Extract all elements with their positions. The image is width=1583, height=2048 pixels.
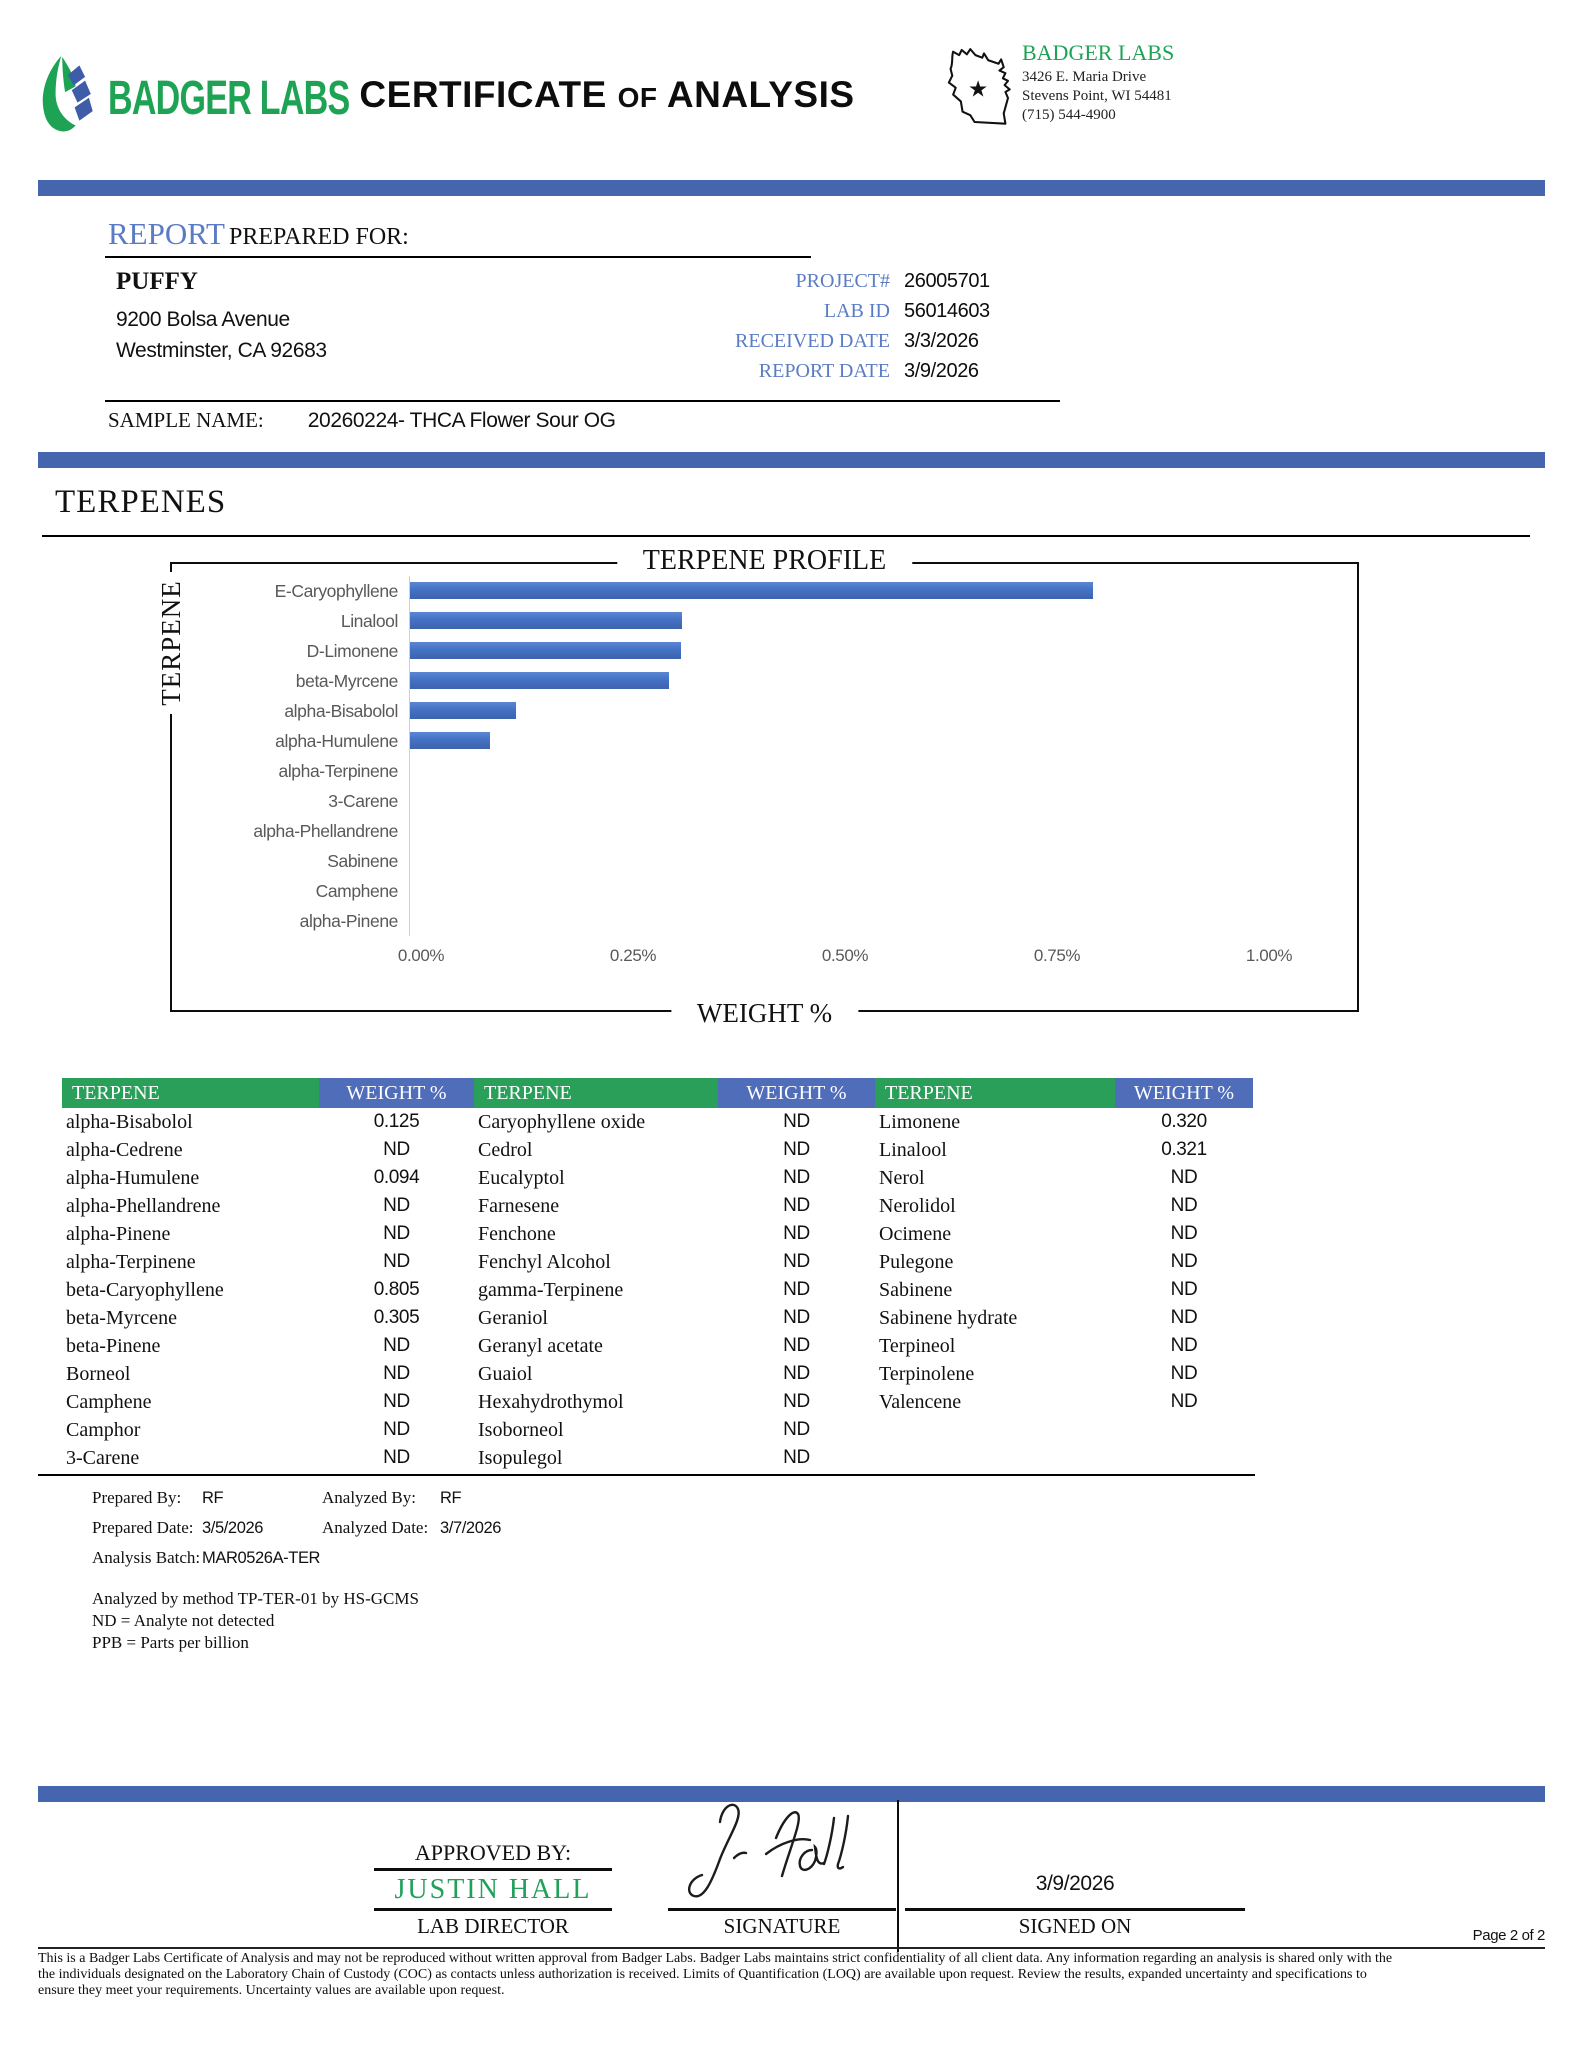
dates-row <box>92 1518 792 1548</box>
table-cell-terpene: Ocimene <box>879 1223 952 1245</box>
nd-note: ND = Analyte not detected <box>92 1611 275 1630</box>
table-header-cell: TERPENE <box>474 1078 718 1108</box>
table-cell-weight: 0.321 <box>1161 1139 1207 1160</box>
table-row <box>62 1164 1253 1192</box>
table-row <box>62 1388 1253 1416</box>
table-cell-terpene: beta-Pinene <box>66 1335 161 1357</box>
lab-address-block <box>942 40 1174 137</box>
table-row <box>62 1108 1253 1136</box>
table-cell-weight: ND <box>783 1447 810 1468</box>
chart-y-axis-label: TERPENE <box>156 572 186 714</box>
client-block <box>116 268 327 366</box>
chart-row <box>172 576 1357 606</box>
chart-row <box>172 666 1357 696</box>
table-cell-weight: 0.305 <box>373 1307 420 1328</box>
table-cell-weight: ND <box>1170 1195 1198 1216</box>
chart-bar <box>410 642 681 659</box>
terpene-results-table <box>62 1078 1253 1472</box>
table-cell-weight: ND <box>1170 1307 1198 1328</box>
signature-label: SIGNATURE <box>723 1914 841 1938</box>
table-cell-weight: 0.125 <box>373 1111 420 1132</box>
table-header-cell: TERPENE <box>875 1078 1115 1108</box>
leaf-logo-icon <box>36 54 98 139</box>
report-meta-value: 3/3/2026 <box>904 330 979 352</box>
chart-bar-track <box>409 756 1290 786</box>
table-cell-terpene: gamma-Terpinene <box>478 1279 624 1301</box>
chart-bar-track <box>409 576 1290 606</box>
analyzed-date-label: Analyzed Date: <box>322 1518 429 1537</box>
table-row <box>62 1360 1253 1388</box>
table-cell-terpene <box>875 1416 1115 1444</box>
chart-category-label: alpha-Humulene <box>275 730 398 751</box>
table-cell-weight: ND <box>1170 1335 1198 1356</box>
prepared-by-row <box>92 1488 792 1518</box>
chart-category-label: Sabinene <box>327 850 398 871</box>
title-part-analysis: ANALYSIS <box>666 74 855 115</box>
table-cell-weight: ND <box>783 1307 810 1328</box>
table-cell-terpene: Borneol <box>66 1363 131 1385</box>
chart-category-label: alpha-Bisabolol <box>284 700 398 721</box>
report-heading <box>108 216 409 252</box>
table-cell-terpene: beta-Myrcene <box>66 1307 178 1329</box>
table-cell-terpene: Camphor <box>66 1419 141 1441</box>
analysis-batch-value: MAR0526A-TER <box>202 1549 321 1567</box>
report-meta-block <box>600 270 1020 390</box>
table-cell-terpene: alpha-Cedrene <box>66 1139 183 1161</box>
table-header-cell: WEIGHT % <box>1115 1078 1253 1108</box>
chart-category-label: D-Limonene <box>306 640 398 661</box>
page-title <box>352 74 862 116</box>
approver-name: JUSTIN HALL <box>394 1874 592 1905</box>
page-number: Page 2 of 2 <box>1472 1927 1545 1944</box>
report-underline <box>105 256 811 258</box>
chart-category-label: 3-Carene <box>328 790 398 811</box>
report-meta-value: 56014603 <box>904 300 990 322</box>
signed-on-label: SIGNED ON <box>1018 1914 1132 1938</box>
table-cell-terpene: Geranyl acetate <box>478 1335 603 1357</box>
table-cell-weight: ND <box>783 1251 810 1272</box>
table-cell-weight: ND <box>1170 1251 1198 1272</box>
chart-plot-area <box>172 576 1357 936</box>
chart-row <box>172 696 1357 726</box>
divider-bar-top <box>38 180 1545 196</box>
report-meta-value: 26005701 <box>904 270 990 292</box>
table-cell-terpene: Sabinene <box>879 1279 953 1301</box>
chart-row <box>172 786 1357 816</box>
chart-x-tick: 0.25% <box>609 946 657 965</box>
table-cell-weight: ND <box>783 1111 810 1132</box>
chart-bar <box>410 702 516 719</box>
table-cell-terpene: alpha-Pinene <box>66 1223 171 1245</box>
client-address-line1: 9200 Bolsa Avenue <box>116 308 290 331</box>
ppb-note: PPB = Parts per billion <box>92 1633 249 1652</box>
chart-x-tick: 0.75% <box>1033 946 1081 965</box>
disclaimer-line1: This is a Badger Labs Certificate of Analysis and may not be reproduced without written approval from Badger Labs. Badger Labs maintains strict confidentiality of all client data. Any information regarding an analysis is shared only with the <box>38 1951 1393 1966</box>
disclaimer-line2: the individuals designated on the Laboratory Chain of Custody (COC) as contacts unless authorization is received. Limits of Quantification (LOQ) are available upon request. Review the results, expanded uncertainty and specifications to <box>38 1967 1367 1982</box>
chart-category-label: beta-Myrcene <box>295 670 398 691</box>
analysis-info-block <box>92 1488 792 1654</box>
sample-name-value: 20260224- THCA Flower Sour OG <box>307 409 616 432</box>
table-cell-weight: ND <box>1170 1391 1198 1412</box>
table-cell-weight: ND <box>783 1363 810 1384</box>
chart-bar <box>410 612 682 629</box>
prepared-for-word: PREPARED FOR: <box>229 224 409 250</box>
disclaimer-line3: ensure they meet your requirements. Uncertainty values are available upon request. <box>38 1983 505 1998</box>
approver-name-underline <box>374 1908 612 1911</box>
table-cell-weight: 0.320 <box>1161 1111 1207 1132</box>
analyzed-by-label: Analyzed By: <box>322 1488 416 1507</box>
table-cell-terpene: alpha-Phellandrene <box>66 1195 221 1217</box>
table-row <box>62 1332 1253 1360</box>
title-part-of: OF <box>617 82 658 113</box>
chart-bar-track <box>409 606 1290 636</box>
analysis-batch-label: Analysis Batch: <box>92 1548 201 1567</box>
table-cell-weight: ND <box>383 1419 410 1440</box>
terpenes-section-title: TERPENES <box>55 484 227 520</box>
chart-category-label: Camphene <box>315 880 398 901</box>
chart-category-label: alpha-Terpinene <box>278 760 398 781</box>
report-meta-row <box>600 330 1020 360</box>
table-row <box>62 1416 1253 1444</box>
terpenes-underline <box>42 535 1530 537</box>
chart-row <box>172 906 1357 936</box>
report-meta-label: REPORT DATE <box>758 360 890 382</box>
report-meta-row <box>600 300 1020 330</box>
approver-title: LAB DIRECTOR <box>417 1914 569 1938</box>
table-row <box>62 1220 1253 1248</box>
chart-category-label: alpha-Phellandrene <box>253 820 398 841</box>
divider-bar-terpenes <box>38 452 1545 468</box>
table-cell-weight: ND <box>783 1139 810 1160</box>
report-meta-row <box>600 270 1020 300</box>
chart-row <box>172 606 1357 636</box>
wisconsin-map-icon <box>942 40 1014 137</box>
table-row <box>62 1276 1253 1304</box>
chart-x-tick: 1.00% <box>1245 946 1293 965</box>
chart-x-axis-label: WEIGHT % <box>671 998 858 1029</box>
table-cell-weight <box>1115 1416 1253 1444</box>
table-bottom-line <box>38 1474 1255 1476</box>
table-cell-weight: ND <box>783 1195 810 1216</box>
table-header-cell: WEIGHT % <box>718 1078 875 1108</box>
table-cell-weight: ND <box>783 1223 810 1244</box>
approval-vertical-divider <box>897 1800 899 1952</box>
chart-row <box>172 756 1357 786</box>
chart-bar-track <box>409 846 1290 876</box>
table-cell-weight: ND <box>383 1195 410 1216</box>
svg-text:★: ★ <box>968 76 988 102</box>
signed-on-date: 3/9/2026 <box>1035 1872 1115 1895</box>
table-cell-weight: ND <box>783 1419 810 1440</box>
signature-underline <box>668 1908 896 1911</box>
table-cell-terpene: alpha-Terpinene <box>66 1251 196 1273</box>
table-cell-terpene: alpha-Bisabolol <box>66 1111 193 1133</box>
signature-image <box>676 1796 888 1911</box>
table-cell-weight: ND <box>783 1167 810 1188</box>
table-cell-weight: ND <box>383 1335 410 1356</box>
report-meta-row <box>600 360 1020 390</box>
signed-on-underline <box>905 1908 1245 1911</box>
sample-name-row <box>108 408 616 433</box>
table-cell-weight: ND <box>783 1391 810 1412</box>
table-cell-terpene: Camphene <box>66 1391 152 1413</box>
table-cell-terpene: Geraniol <box>478 1307 548 1329</box>
report-meta-value: 3/9/2026 <box>904 360 979 382</box>
report-word: REPORT <box>108 216 225 251</box>
table-cell-terpene: Isoborneol <box>478 1419 564 1441</box>
logo-wordmark: BADGER LABS <box>108 69 350 124</box>
chart-x-tick: 0.50% <box>821 946 869 965</box>
chart-bar-track <box>409 876 1290 906</box>
chart-category-label: E-Caryophyllene <box>274 580 398 601</box>
table-cell-terpene: beta-Caryophyllene <box>66 1279 224 1301</box>
table-cell-terpene: Terpinolene <box>879 1363 975 1385</box>
table-cell-terpene: Sabinene hydrate <box>879 1307 1018 1329</box>
table-cell-terpene: 3-Carene <box>66 1447 140 1469</box>
table-cell-weight: 0.805 <box>373 1279 420 1300</box>
table-header-cell: WEIGHT % <box>319 1078 474 1108</box>
table-header-cell: TERPENE <box>62 1078 319 1108</box>
sample-divider-line <box>105 400 1060 402</box>
analyzed-date-value: 3/7/2026 <box>440 1519 502 1537</box>
chart-row <box>172 816 1357 846</box>
table-body <box>62 1108 1253 1472</box>
chart-bar-track <box>409 816 1290 846</box>
lab-name: BADGER LABS <box>1022 40 1175 65</box>
table-cell-terpene: Farnesene <box>478 1195 560 1217</box>
terpene-profile-chart <box>156 545 1359 1028</box>
disclaimer <box>38 1951 1550 1999</box>
chart-title: TERPENE PROFILE <box>617 545 912 577</box>
table-cell-terpene: Isopulegol <box>478 1447 563 1469</box>
prepared-by-value: RF <box>202 1489 224 1507</box>
lab-address-line2: Stevens Point, WI 54481 <box>1022 88 1172 104</box>
table-row <box>62 1136 1253 1164</box>
table-cell-terpene: Pulegone <box>879 1251 954 1273</box>
chart-bar-track <box>409 666 1290 696</box>
client-name: PUFFY <box>116 268 198 295</box>
chart-bar-track <box>409 906 1290 936</box>
table-cell-weight: ND <box>383 1363 410 1384</box>
prepared-date-label: Prepared Date: <box>92 1518 194 1537</box>
table-header-row <box>62 1078 1253 1108</box>
table-cell-weight: 0.094 <box>373 1167 420 1188</box>
table-row <box>62 1304 1253 1332</box>
table-row <box>62 1248 1253 1276</box>
chart-bar-track <box>409 636 1290 666</box>
sample-name-label: SAMPLE NAME: <box>108 408 264 432</box>
table-cell-terpene: Guaiol <box>478 1363 533 1385</box>
method-note: Analyzed by method TP-TER-01 by HS-GCMS <box>92 1589 419 1608</box>
table-cell-terpene: Cedrol <box>478 1139 533 1161</box>
table-cell-weight: ND <box>383 1251 410 1272</box>
title-part-certificate: CERTIFICATE <box>359 74 607 115</box>
chart-bar-track <box>409 786 1290 816</box>
table-cell-terpene: Hexahydrothymol <box>478 1391 624 1413</box>
chart-category-label: alpha-Pinene <box>299 910 398 931</box>
table-cell-terpene: Fenchone <box>478 1223 556 1245</box>
report-meta-label: RECEIVED DATE <box>735 330 890 352</box>
chart-category-label: Linalool <box>340 610 398 631</box>
chart-bar-track <box>409 696 1290 726</box>
table-cell-weight <box>1115 1444 1253 1472</box>
table-row <box>62 1444 1253 1472</box>
client-address-line2: Westminster, CA 92683 <box>116 339 327 362</box>
chart-bar <box>410 582 1093 599</box>
analyzed-by-value: RF <box>440 1489 462 1507</box>
table-cell-terpene: Caryophyllene oxide <box>478 1111 646 1133</box>
chart-row <box>172 726 1357 756</box>
table-cell-terpene: alpha-Humulene <box>66 1167 200 1189</box>
chart-row <box>172 636 1357 666</box>
chart-x-tick: 0.00% <box>397 946 445 965</box>
table-cell-weight: ND <box>383 1139 410 1160</box>
chart-bar <box>410 732 490 749</box>
table-cell-weight: ND <box>1170 1167 1198 1188</box>
table-cell-terpene: Linalool <box>879 1139 947 1161</box>
lab-address-line1: 3426 E. Maria Drive <box>1022 69 1147 85</box>
table-cell-weight: ND <box>383 1391 410 1412</box>
prepared-date-value: 3/5/2026 <box>202 1519 264 1537</box>
chart-bar <box>410 672 669 689</box>
report-meta-label: PROJECT# <box>795 270 890 292</box>
approved-by-underline <box>374 1868 612 1871</box>
footer-line <box>38 1947 1545 1949</box>
table-cell-weight: ND <box>383 1447 410 1468</box>
table-cell-terpene: Nerolidol <box>879 1195 956 1217</box>
analysis-batch-row <box>92 1548 792 1578</box>
table-cell-weight: ND <box>1170 1223 1198 1244</box>
table-cell-terpene: Valencene <box>879 1391 962 1413</box>
table-cell-weight: ND <box>1170 1363 1198 1384</box>
table-cell-weight: ND <box>1170 1279 1198 1300</box>
table-cell-terpene: Eucalyptol <box>478 1167 565 1189</box>
table-row <box>62 1192 1253 1220</box>
table-cell-terpene: Fenchyl Alcohol <box>478 1251 611 1273</box>
table-cell-terpene: Terpineol <box>879 1335 956 1357</box>
table-cell-terpene <box>875 1444 1115 1472</box>
table-cell-weight: ND <box>383 1223 410 1244</box>
table-cell-terpene: Nerol <box>879 1167 925 1189</box>
chart-row <box>172 876 1357 906</box>
approved-by-label: APPROVED BY: <box>414 1840 572 1865</box>
lab-phone: (715) 544-4900 <box>1022 107 1116 123</box>
prepared-by-label: Prepared By: <box>92 1488 182 1507</box>
report-meta-label: LAB ID <box>823 300 890 322</box>
table-cell-weight: ND <box>783 1279 810 1300</box>
table-cell-terpene: Limonene <box>879 1111 961 1133</box>
table-cell-weight: ND <box>783 1335 810 1356</box>
chart-row <box>172 846 1357 876</box>
chart-bar-track <box>409 726 1290 756</box>
